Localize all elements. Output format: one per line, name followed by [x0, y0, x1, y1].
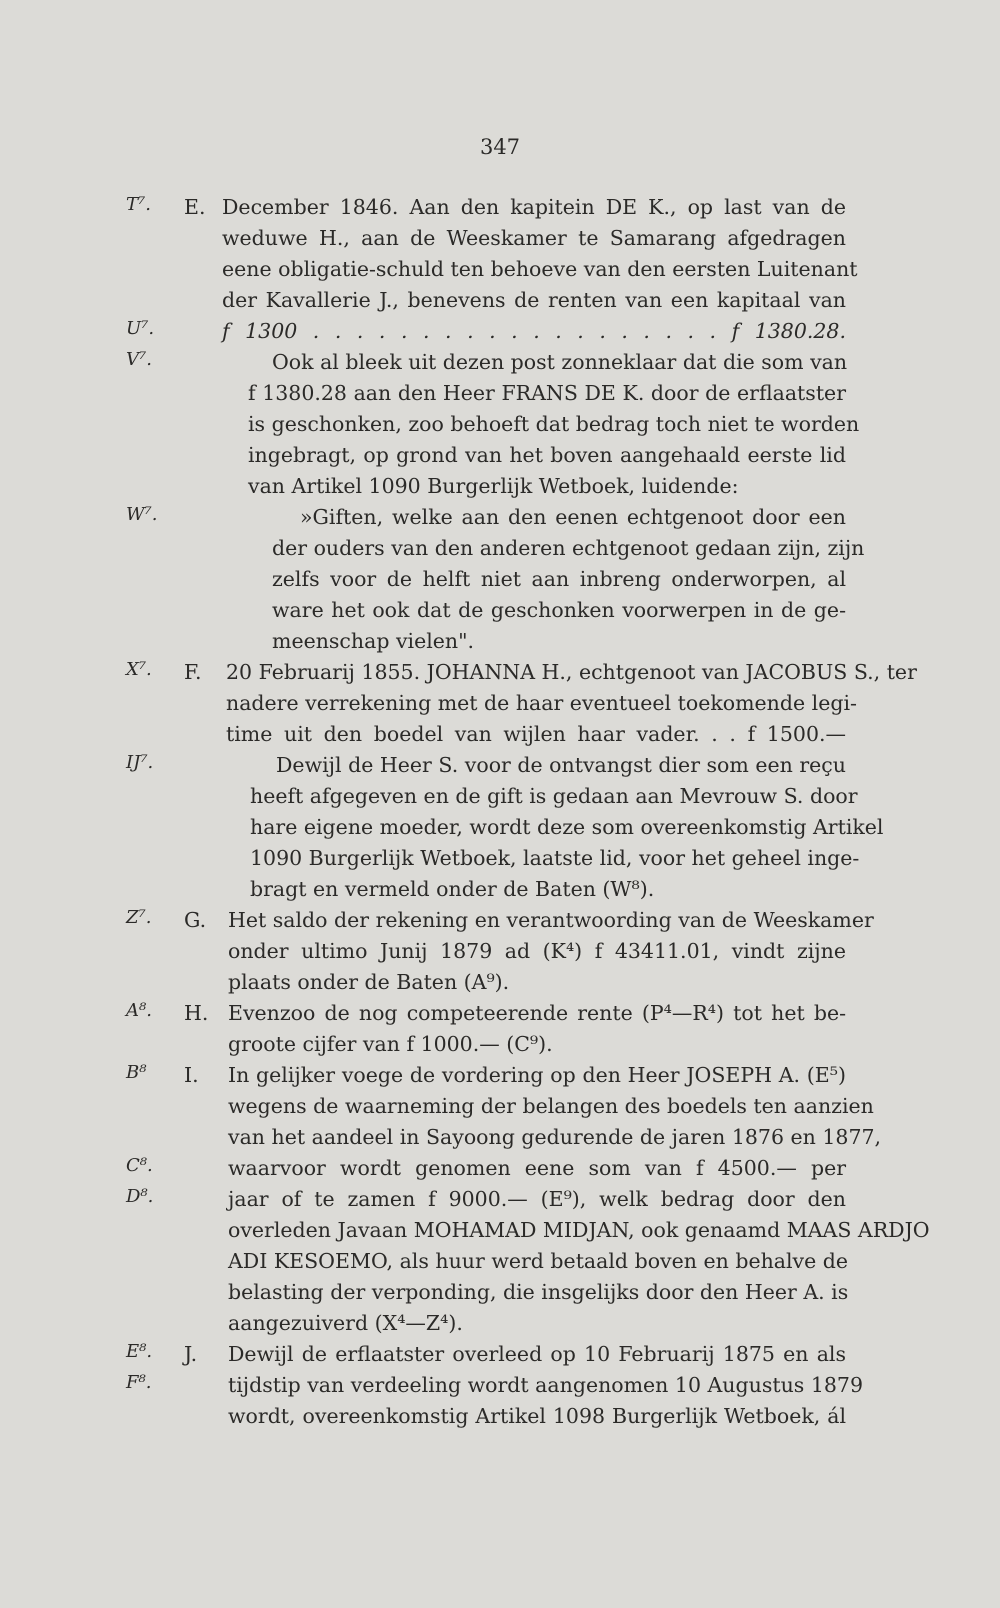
marginal-reference: C⁸. — [126, 1155, 153, 1176]
text-line: hare eigene moeder, wordt deze som overeenkomstig Artikel — [250, 815, 884, 839]
text-line: ware het ook dat de geschonken voorwerpen in de ge- — [272, 598, 846, 622]
page-number: 347 — [479, 135, 521, 159]
text-line: 1090 Burgerlijk Wetboek, laatste lid, voor het geheel inge- — [250, 846, 860, 870]
text-line: tijdstip van verdeeling wordt aangenomen 10 Augustus 1879 — [228, 1373, 864, 1397]
marginal-reference: W⁷. — [126, 504, 158, 525]
text-line: heeft afgegeven en de gift is gedaan aan Mevrouw S. door — [250, 784, 858, 808]
text-line: Dewijl de erflaatster overleed op 10 Februarij 1875 en als — [228, 1342, 846, 1366]
text-line: wordt, overeenkomstig Artikel 1098 Burgerlijk Wetboek, ál — [228, 1404, 846, 1428]
marginal-reference: E⁸. — [126, 1341, 153, 1362]
text-line: van het aandeel in Sayoong gedurende de jaren 1876 en 1877, — [228, 1125, 882, 1149]
text-line: overleden Javaan MOHAMAD MIDJAN, ook genaamd MAAS ARDJO — [228, 1218, 930, 1242]
text-line: onder ultimo Junij 1879 ad (K⁴) f 43411.01, vindt zijne — [228, 939, 846, 963]
item-label: J. — [184, 1342, 198, 1366]
text-line: meenschap vielen". — [272, 629, 475, 653]
marginal-reference: D⁸. — [126, 1186, 154, 1207]
item-label: G. — [184, 908, 207, 932]
text-line: zelfs voor de helft niet aan inbreng onderworpen, al — [272, 567, 846, 591]
text-line: eene obligatie-schuld ten behoeve van den eersten Luitenant — [222, 257, 858, 281]
marginal-reference: T⁷. — [126, 194, 151, 215]
marginal-reference: IJ⁷. — [126, 752, 154, 773]
text-line: waarvoor wordt genomen eene som van f 4500.— per — [228, 1156, 846, 1180]
marginal-reference: B⁸ — [126, 1062, 147, 1083]
text-line: time uit den boedel van wijlen haar vader. . . f 1500.— — [226, 722, 846, 746]
text-line: Dewijl de Heer S. voor de ontvangst dier som een reçu — [276, 753, 846, 777]
marginal-reference: V⁷. — [126, 349, 152, 370]
marginal-reference: A⁸. — [126, 1000, 152, 1021]
text-line: ADI KESOEMO, als huur werd betaald boven en behalve de — [228, 1249, 849, 1273]
item-label: F. — [184, 660, 202, 684]
marginal-reference: U⁷. — [126, 318, 155, 339]
text-line: December 1846. Aan den kapitein DE K., op last van de — [222, 195, 846, 219]
text-line: jaar of te zamen f 9000.— (E⁹), welk bedrag door den — [228, 1187, 846, 1211]
text-line: 20 Februarij 1855. JOHANNA H., echtgenoot van JACOBUS S., ter — [226, 660, 917, 684]
text-line: der ouders van den anderen echtgenoot gedaan zijn, zijn — [272, 536, 865, 560]
text-line: aangezuiverd (X⁴—Z⁴). — [228, 1311, 463, 1335]
text-line: wegens de waarneming der belangen des boedels ten aanzien — [228, 1094, 874, 1118]
text-line: nadere verrekening met de haar eventueel toekomende legi- — [226, 691, 857, 715]
item-label: H. — [184, 1001, 209, 1025]
item-label: E. — [184, 195, 206, 219]
text-line: f 1300 . . . . . . . . . . . . . . . . . . . f 1380.28. — [222, 319, 846, 343]
text-line: In gelijker voege de vordering op den Heer JOSEPH A. (E⁵) — [228, 1063, 846, 1087]
text-line: ingebragt, op grond van het boven aangehaald eerste lid — [248, 443, 846, 467]
marginal-reference: F⁸. — [126, 1372, 152, 1393]
text-line: Evenzoo de nog competeerende rente (P⁴—R⁴) tot het be- — [228, 1001, 846, 1025]
text-line: weduwe H., aan de Weeskamer te Samarang afgedragen — [222, 226, 846, 250]
text-line: van Artikel 1090 Burgerlijk Wetboek, luidende: — [248, 474, 739, 498]
text-line: bragt en vermeld onder de Baten (W⁸). — [250, 877, 655, 901]
text-line: Het saldo der rekening en verantwoording van de Weeskamer — [228, 908, 874, 932]
text-line: plaats onder de Baten (A⁹). — [228, 970, 510, 994]
item-label: I. — [184, 1063, 199, 1087]
text-line: is geschonken, zoo behoeft dat bedrag toch niet te worden — [248, 412, 860, 436]
text-line: belasting der verponding, die insgelijks door den Heer A. is — [228, 1280, 849, 1304]
text-line: f 1380.28 aan den Heer FRANS DE K. door de erflaatster — [248, 381, 846, 405]
text-line: Ook al bleek uit dezen post zonneklaar dat die som van — [272, 350, 848, 374]
text-line: der Kavallerie J., benevens de renten van een kapitaal van — [222, 288, 846, 312]
text-line: groote cijfer van f 1000.— (C⁹). — [228, 1032, 553, 1056]
text-line: »Giften, welke aan den eenen echtgenoot door een — [300, 505, 846, 529]
marginal-reference: X⁷. — [126, 659, 152, 680]
marginal-reference: Z⁷. — [126, 907, 152, 928]
